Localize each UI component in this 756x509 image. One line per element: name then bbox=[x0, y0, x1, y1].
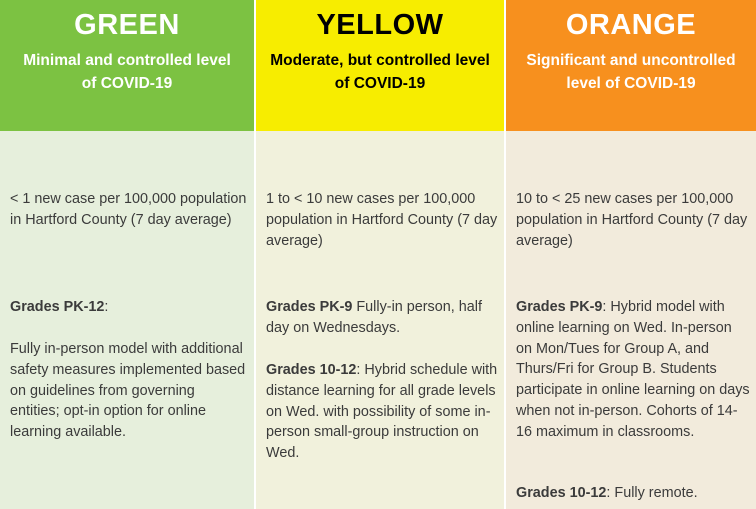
orange-header bbox=[506, 0, 756, 131]
yellow-title: YELLOW bbox=[316, 9, 444, 41]
orange-10-12-group bbox=[516, 483, 750, 504]
yellow-10-12-group bbox=[266, 360, 498, 464]
green-grades-heading bbox=[10, 297, 248, 318]
yellow-level-column bbox=[256, 0, 504, 509]
orange-pk9-group bbox=[516, 297, 750, 443]
orange-body bbox=[506, 131, 756, 509]
yellow-criteria: 1 to < 10 new cases per 100,000 population in Hartford County (7 day average) bbox=[266, 191, 498, 249]
green-criteria: < 1 new case per 100,000 population in Hartford County (7 day average) bbox=[10, 191, 247, 228]
green-level-column bbox=[0, 0, 254, 509]
green-title: GREEN bbox=[74, 9, 180, 41]
yellow-pk9-group bbox=[266, 297, 498, 339]
orange-description: Significant and uncontrolled level of COVID-19 bbox=[526, 52, 736, 92]
orange-title: ORANGE bbox=[565, 9, 697, 41]
green-header bbox=[0, 0, 254, 131]
yellow-pk9-text: Fully-in person, half day on Wednesdays. bbox=[266, 299, 482, 336]
orange-10-12-label: Grades 10-12 bbox=[516, 485, 607, 501]
green-grades-colon: : bbox=[104, 299, 109, 315]
green-plan: Fully in-person model with additional safety measures implemented based on guidelines from governing entities; opt-in option for online learning available. bbox=[10, 341, 246, 441]
orange-10-12-text: : Fully remote. bbox=[606, 485, 698, 501]
yellow-body bbox=[256, 131, 504, 509]
orange-pk9-text: : Hybrid model with online learning on Wed. In-person on Mon/Tues for Group A, and Thurs/Fri for Group B. Students participate in online learning on days when not in-person. Cohorts of 14-16 maximum in classrooms. bbox=[516, 299, 750, 440]
green-body bbox=[0, 131, 254, 509]
yellow-header bbox=[256, 0, 504, 131]
yellow-10-12-label: Grades 10-12 bbox=[266, 362, 357, 378]
yellow-pk9-label: Grades PK-9 bbox=[266, 299, 353, 315]
green-description: Minimal and controlled level of COVID-19 bbox=[23, 52, 231, 92]
yellow-description: Moderate, but controlled level of COVID-19 bbox=[270, 52, 490, 92]
orange-criteria: 10 to < 25 new cases per 100,000 population in Hartford County (7 day average) bbox=[516, 191, 748, 249]
orange-pk9-label: Grades PK-9 bbox=[516, 299, 603, 315]
yellow-10-12-text: : Hybrid schedule with distance learning for all grade levels on Wed. with possibility of some in-person small-group instruction on Wed. bbox=[266, 362, 498, 462]
orange-level-column bbox=[506, 0, 756, 509]
green-grades-label: Grades PK-12 bbox=[10, 299, 105, 315]
